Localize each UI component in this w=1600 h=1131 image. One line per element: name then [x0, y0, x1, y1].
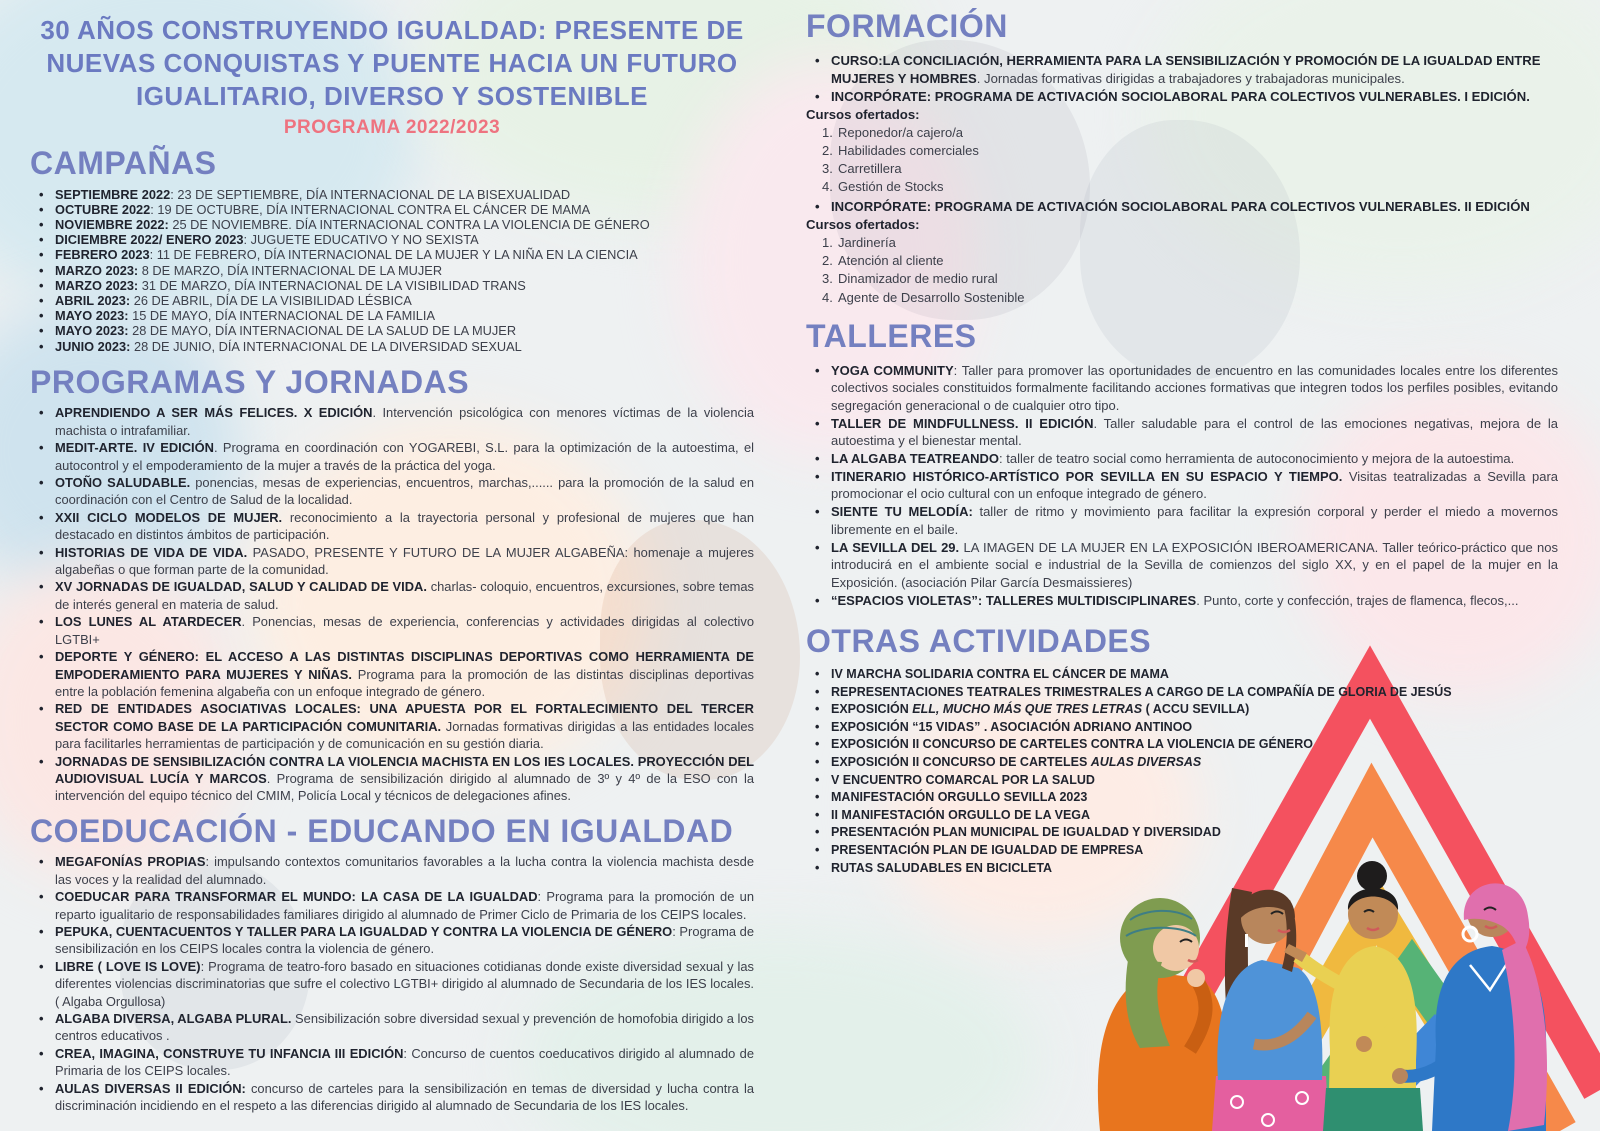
text-segment: PRESENTACIÓN PLAN MUNICIPAL DE IGUALDAD Y DIVERSIDAD: [831, 825, 1221, 840]
numbered-item: [822, 178, 1558, 196]
text-segment: 8 DE MARZO, DÍA INTERNACIONAL DE LA MUJER: [138, 262, 443, 278]
earring: [1245, 934, 1248, 947]
text-segment: OTOÑO SALUDABLE.: [55, 475, 191, 491]
bullet-list: [30, 853, 754, 1114]
text-segment: concurso de carteles para la sensibilización en temas de diversidad y lucha contra la discriminación incidiendo en el respeto a las diferencias dirigido al alumnado de Secundaria de los IES locales.: [55, 1080, 755, 1114]
section-heading: OTRAS ACTIVIDADES: [806, 623, 1152, 660]
text-segment: MARZO 2023:: [55, 262, 139, 278]
text-segment: ALGABA DIVERSA, ALGABA PLURAL.: [55, 1011, 292, 1027]
list-item: [806, 362, 1558, 415]
text-segment: Carretillera: [838, 161, 902, 177]
text-segment: HISTORIAS DE VIDA DE VIDA.: [55, 544, 248, 560]
list-item: [806, 719, 1558, 737]
list-item: [30, 202, 754, 217]
green-skirt: [1323, 1088, 1423, 1131]
list-item: [30, 700, 754, 752]
list-item: [806, 666, 1558, 684]
list-item: [30, 217, 754, 232]
list-item: [806, 450, 1558, 468]
text-segment: OCTUBRE 2022: [55, 201, 151, 217]
title-line-1: 30 AÑOS CONSTRUYENDO IGUALDAD: PRESENTE DE: [40, 15, 744, 45]
list-item: [30, 339, 754, 354]
text-segment: RED DE ENTIDADES ASOCIATIVAS LOCALES: UNA APUESTA POR EL FORTALECIMIENTO DEL TERCER SECTOR COMO BASE DE LA PARTICIPACIÓN COMUNITARIA.: [55, 701, 754, 734]
text-segment: V ENCUENTRO COMARCAL POR LA SALUD: [831, 772, 1095, 787]
list-item: [30, 187, 754, 202]
text-segment: LIBRE ( LOVE IS LOVE): [55, 958, 201, 974]
text-segment: : JUGUETE EDUCATIVO Y NO SEXISTA: [243, 232, 479, 248]
text-segment: DICIEMBRE 2022/ ENERO 2023: [55, 232, 244, 248]
section-heading: TALLERES: [806, 317, 977, 354]
text-segment: . Programa de sensibilización dirigido al alumnado de 3º y 4º de la ESO con la intervención del equipo técnico del CMIM, Policía Local y técnicos de delegaciones afines.: [55, 770, 755, 804]
text-segment: XXII CICLO MODELOS DE MUJER.: [55, 509, 283, 525]
courses-offered-label: Cursos ofertados:: [806, 216, 920, 232]
text-segment: LA ALGABA TEATREANDO: [831, 451, 1000, 467]
text-segment: FEBRERO 2023: [55, 247, 150, 263]
text-segment: MEGAFONÍAS PROPIAS: [55, 854, 206, 870]
text-segment: : 19 DE OCTUBRE, DÍA INTERNACIONAL CONTRA EL CÁNCER DE MAMA: [150, 201, 591, 217]
bullet-list: [30, 187, 754, 354]
text-segment: : 11 DE FEBRERO, DÍA INTERNACIONAL DE LA MUJER Y LA NIÑA EN LA CIENCIA: [149, 247, 638, 263]
text-segment: charlas- coloquio, encuentros, excursiones, sobre temas de interés general en materia de salud.: [55, 579, 754, 612]
text-segment: EXPOSICIÓN: [831, 702, 913, 717]
section-programas: [30, 363, 755, 805]
list-item: [806, 701, 1558, 719]
text-segment: CURSO:LA CONCILIACIÓN, HERRAMIENTA PARA LA SENSIBILIZACIÓN Y PROMOCIÓN DE LA IGUALDAD ENTRE MUJERES Y HOMBRES: [831, 52, 1541, 86]
list-item: [30, 232, 754, 247]
section-heading: FORMACIÓN: [806, 8, 1008, 44]
text-segment: AULAS DIVERSAS II EDICIÓN:: [55, 1080, 246, 1096]
text-segment: SEPTIEMBRE 2022: [55, 186, 171, 202]
text-segment: : taller de teatro social como herramienta de autoconocimiento y mejora de la autoestima.: [999, 451, 1515, 467]
text-segment: 26 DE ABRIL, DÍA DE LA VISIBILIDAD LÉSBICA: [130, 293, 412, 309]
text-segment: CREA, IMAGINA, CONSTRUYE TU INFANCIA III EDICIÓN: [55, 1045, 404, 1061]
numbered-item: [822, 142, 1558, 160]
list-item: [30, 1080, 754, 1115]
text-segment: DEPORTE Y GÉNERO: EL ACCESO A LAS DISTINTAS DISCIPLINAS DEPORTIVAS COMO HERRAMIENTA DE EMPODERAMIENTO PARA MUJERES Y NIÑAS.: [55, 649, 754, 682]
text-segment: EXPOSICIÓN II CONCURSO DE CARTELES CONTRA LA VIOLENCIA DE GÉNERO: [831, 737, 1313, 752]
text-segment: PASADO, PRESENTE Y FUTURO DE LA MUJER ALGABEÑA: homenaje a mujeres algabeñas o que forman parte de la comunidad.: [55, 544, 754, 578]
list-item: [806, 503, 1558, 538]
list-item: [30, 278, 754, 293]
text-segment: ABRIL 2023:: [55, 293, 131, 309]
list-item: [806, 468, 1558, 503]
list-item: [30, 1045, 754, 1080]
right-column: [806, 10, 1558, 877]
numbered-item: [822, 234, 1558, 252]
numbered-item: [822, 124, 1558, 142]
list-item: [30, 323, 754, 338]
list-item: [30, 923, 754, 958]
text-segment: INCORPÓRATE: PROGRAMA DE ACTIVACIÓN SOCIOLABORAL PARA COLECTIVOS VULNERABLES. II EDICIÓN: [831, 198, 1530, 214]
list-item: [30, 439, 754, 474]
text-segment: Reponedor/a cajero/a: [838, 124, 964, 140]
list-item: [30, 247, 754, 262]
list-item: [30, 509, 754, 544]
text-segment: ponencias, mesas de experiencias, encuentros, marchas,...... para la promoción de la salud en coordinación con el Centro de Salud de la localidad.: [55, 475, 754, 508]
numbered-course-list: [822, 124, 1558, 197]
text-segment: . Ponencias, mesas de experiencia, conferencias y actividades dirigidas al colectivo LGTBI+: [55, 614, 754, 647]
list-item: [806, 807, 1558, 825]
text-segment: “ESPACIOS VIOLETAS”: TALLERES MULTIDISCIPLINARES: [831, 592, 1197, 608]
section-talleres: [806, 317, 1559, 609]
text-segment: TALLER DE MINDFULLNESS. II EDICIÓN: [831, 415, 1094, 431]
text-segment: . Programa en coordinación con YOGAREBI, S.L. para la optimización de la autoestima, el autocontrol y el empoderamiento de la mujer a través de la práctica del yoga.: [55, 440, 754, 473]
text-segment: JUNIO 2023:: [55, 338, 131, 354]
bullet-list: [806, 198, 1558, 216]
text-segment: : Programa para la promoción de un reparto igualitario de responsabilidades familiares dirigido al alumnado de Primer Ciclo de Primaria de los CEIPS locales.: [55, 889, 754, 922]
text-segment: REPRESENTACIONES TEATRALES TRIMESTRALES A CARGO DE LA COMPAÑÍA DE GLORIA DE JESÚS: [831, 684, 1452, 699]
section-otras: [806, 625, 1558, 877]
page-title: [30, 14, 754, 113]
text-segment: : Taller para promover las oportunidades de encuentro en las comunidades locales entre los diferentes colectivos sociales constituidos formalmente facilitando acciones formativas que integren todos los perfiles posibles, evitando segregación generacional o de cualquier otro tipo.: [831, 362, 1558, 413]
numbered-item: [822, 270, 1558, 288]
bullet-list: [806, 362, 1558, 610]
section-coeducacion: [30, 812, 755, 1115]
list-item: [806, 754, 1558, 772]
text-segment: 31 DE MARZO, DÍA INTERNACIONAL DE LA VISIBILIDAD TRANS: [138, 277, 526, 293]
text-segment: ELL, MUCHO MÁS QUE TRES LETRAS: [912, 702, 1143, 717]
text-segment: MANIFESTACIÓN ORGULLO SEVILLA 2023: [831, 790, 1088, 805]
text-segment: Dinamizador de medio rural: [838, 271, 998, 287]
text-segment: Atención al cliente: [838, 253, 944, 269]
list-item: [30, 578, 754, 613]
text-segment: . Intervención psicológica con menores víctimas de la violencia machista o intrafamiliar.: [55, 405, 754, 438]
section-heading: CAMPAÑAS: [30, 145, 217, 181]
list-item: [30, 293, 754, 308]
text-segment: APRENDIENDO A SER MÁS FELICES. X EDICIÓN: [55, 405, 373, 421]
text-segment: Jornadas formativas dirigidas a las entidades locales para facilitarles herramientas de participación y de comunicación en su gestión diaria.: [55, 718, 754, 752]
title-line-2: NUEVAS CONQUISTAS Y PUENTE HACIA UN FUTURO: [46, 48, 738, 78]
list-item: [806, 539, 1558, 592]
text-segment: LA IMAGEN DE LA MUJER EN LA EXPOSICIÓN IBEROAMERICANA. Taller teórico-práctico que nos introducirá en el ambiente social e industrial de la Sevilla de comienzos del siglo XX, y en el papel de la mujer en la Exposición. (asociación Pilar García Desmaissieres): [831, 539, 1558, 590]
text-segment: Programa para la promoción de las distintas disciplinas deportivas entre la población femenina algabeña con un enfoque integrado de género.: [55, 666, 755, 699]
text-segment: MEDIT-ARTE. IV EDICIÓN: [55, 440, 214, 456]
text-segment: II MANIFESTACIÓN ORGULLO DE LA VEGA: [831, 807, 1091, 822]
text-segment: taller de ritmo y movimiento para facilitar la expresión corporal y perder el miedo a movernos libremente en el baile.: [831, 504, 1559, 537]
text-segment: LA SEVILLA DEL 29.: [831, 539, 960, 555]
text-segment: . Punto, corte y confección, trajes de flamenca, flecos,...: [1196, 592, 1519, 608]
title-line-3: IGUALITARIO, DIVERSO Y SOSTENIBLE: [135, 81, 648, 111]
text-segment: Gestión de Stocks: [838, 179, 944, 195]
text-segment: ITINERARIO HISTÓRICO-ARTÍSTICO POR SEVILLA EN SU ESPACIO Y TIEMPO.: [831, 468, 1343, 484]
bullet-list: [806, 666, 1558, 877]
text-segment: MAYO 2023:: [55, 308, 129, 324]
list-item: [806, 824, 1558, 842]
text-segment: COEDUCAR PARA TRANSFORMAR EL MUNDO: LA CASA DE LA IGUALDAD: [55, 889, 538, 905]
text-segment: : Programa de sensibilización en los CEIPS locales contra la violencia de género.: [55, 923, 754, 957]
list-item: [806, 842, 1558, 860]
text-segment: : Concurso de cuentos coeducativos dirigido al alumnado de Primaria de los CEIPS locales.: [55, 1045, 754, 1079]
text-segment: EXPOSICIÓN II CONCURSO DE CARTELES: [831, 754, 1091, 769]
text-segment: NOVIEMBRE 2022:: [55, 217, 169, 232]
list-item: [806, 88, 1558, 106]
list-item: [806, 52, 1558, 88]
courses-offered-label: Cursos ofertados:: [806, 106, 920, 122]
text-segment: 25 DE NOVIEMBRE. DÍA INTERNACIONAL CONTRA LA VIOLENCIA DE GÉNERO: [168, 217, 650, 232]
numbered-item: [822, 289, 1558, 307]
list-item: [30, 853, 754, 888]
text-segment: IV MARCHA SOLIDARIA CONTRA EL CÁNCER DE MAMA: [831, 667, 1169, 681]
text-segment: SIENTE TU MELODÍA:: [831, 504, 973, 520]
section-heading: PROGRAMAS Y JORNADAS: [30, 363, 470, 400]
text-segment: . Jornadas formativas dirigidas a trabajadores y trabajadoras municipales.: [976, 70, 1405, 86]
list-item: [806, 198, 1558, 216]
text-segment: ( ACCU SEVILLA): [1142, 702, 1250, 717]
program-subtitle: PROGRAMA 2022/2023: [283, 117, 501, 138]
text-segment: YOGA COMMUNITY: [831, 362, 954, 378]
text-segment: MAYO 2023:: [55, 323, 129, 339]
list-item: [30, 888, 754, 923]
left-column: [30, 14, 754, 1114]
section-formacion: [806, 10, 1558, 307]
text-segment: MARZO 2023:: [55, 277, 139, 293]
text-segment: 28 DE MAYO, DÍA INTERNACIONAL DE LA SALUD DE LA MUJER: [128, 323, 517, 339]
text-segment: Agente de Desarrollo Sostenible: [838, 289, 1025, 305]
list-item: [806, 736, 1558, 754]
text-segment: : 23 DE SEPTIEMBRE, DÍA INTERNACIONAL DE LA BISEXUALIDAD: [170, 186, 571, 202]
list-item: [806, 415, 1558, 450]
text-segment: XV JORNADAS DE IGUALDAD, SALUD Y CALIDAD DE VIDA.: [55, 579, 427, 595]
section-heading: COEDUCACIÓN - EDUCANDO EN IGUALDAD: [30, 812, 734, 849]
list-item: [806, 772, 1558, 790]
bullet-list: [806, 52, 1558, 106]
list-item: [30, 648, 754, 700]
text-segment: . Taller saludable para el control de las emociones negativas, mejora de la autoestima y el bienestar mental.: [831, 415, 1558, 449]
floral-skirt: [1212, 1076, 1329, 1131]
list-item: [30, 544, 754, 579]
list-item: [806, 684, 1558, 702]
text-segment: 28 DE JUNIO, DÍA INTERNACIONAL DE LA DIVERSIDAD SEXUAL: [130, 338, 522, 354]
text-segment: Habilidades comerciales: [838, 142, 979, 158]
text-segment: 15 DE MAYO, DÍA INTERNACIONAL DE LA FAMILIA: [128, 308, 436, 324]
text-segment: : impulsando contextos comunitarios favorables a la lucha contra la violencia machista desde las voces y la realidad del alumnado.: [55, 854, 755, 887]
text-segment: INCORPÓRATE: PROGRAMA DE ACTIVACIÓN SOCIOLABORAL PARA COLECTIVOS VULNERABLES. I EDICIÓN.: [831, 88, 1530, 104]
numbered-course-list: [822, 234, 1558, 307]
section-campanas: [30, 147, 754, 354]
list-item: [30, 263, 754, 278]
list-item: [30, 613, 754, 648]
text-segment: Visitas teatralizadas a Sevilla para promocionar el ocio cultural con un enfoque integrado de género.: [831, 468, 1558, 502]
list-item: [30, 474, 754, 509]
text-segment: EXPOSICIÓN “15 VIDAS” . ASOCIACIÓN ADRIANO ANTINOO: [831, 719, 1193, 734]
text-segment: JORNADAS DE SENSIBILIZACIÓN CONTRA LA VIOLENCIA MACHISTA EN LOS IES LOCALES. PROYECCIÓN DEL AUDIOVISUAL LUCÍA Y MARCOS: [55, 753, 754, 786]
text-segment: Sensibilización sobre diversidad sexual y prevención de homofobia dirigido a los centros educativos .: [55, 1011, 754, 1044]
text-segment: LOS LUNES AL ATARDECER: [55, 614, 242, 630]
list-item: [30, 404, 754, 439]
text-segment: reconocimiento a la trayectoria personal y profesional de mujeres que han destacado en distintos ámbitos de participación.: [55, 509, 754, 543]
list-item: [30, 1010, 754, 1045]
numbered-item: [822, 252, 1558, 270]
text-segment: : Programa de teatro-foro basado en situaciones cotidianas donde existe diversidad sexual y las diferentes violencias discriminatorias que sufre el colectivo LGTBI+ dirigido al alumnado de Secundaria de los IES locales. ( Algaba Orgullosa): [55, 958, 754, 1009]
text-segment: AULAS DIVERSAS: [1090, 754, 1202, 769]
text-segment: RUTAS SALUDABLES EN BICICLETA: [831, 860, 1053, 875]
list-item: [806, 592, 1558, 610]
text-segment: PRESENTACIÓN PLAN DE IGUALDAD DE EMPRESA: [831, 842, 1144, 857]
list-item: [30, 308, 754, 323]
list-item: [806, 860, 1558, 878]
numbered-item: [822, 160, 1558, 178]
list-item: [30, 958, 754, 1010]
bullet-list: [30, 404, 754, 804]
list-item: [30, 753, 754, 805]
text-segment: Jardinería: [838, 234, 896, 250]
list-item: [806, 789, 1558, 807]
text-segment: PEPUKA, CUENTACUENTOS Y TALLER PARA LA IGUALDAD Y CONTRA LA VIOLENCIA DE GÉNERO: [55, 923, 673, 939]
